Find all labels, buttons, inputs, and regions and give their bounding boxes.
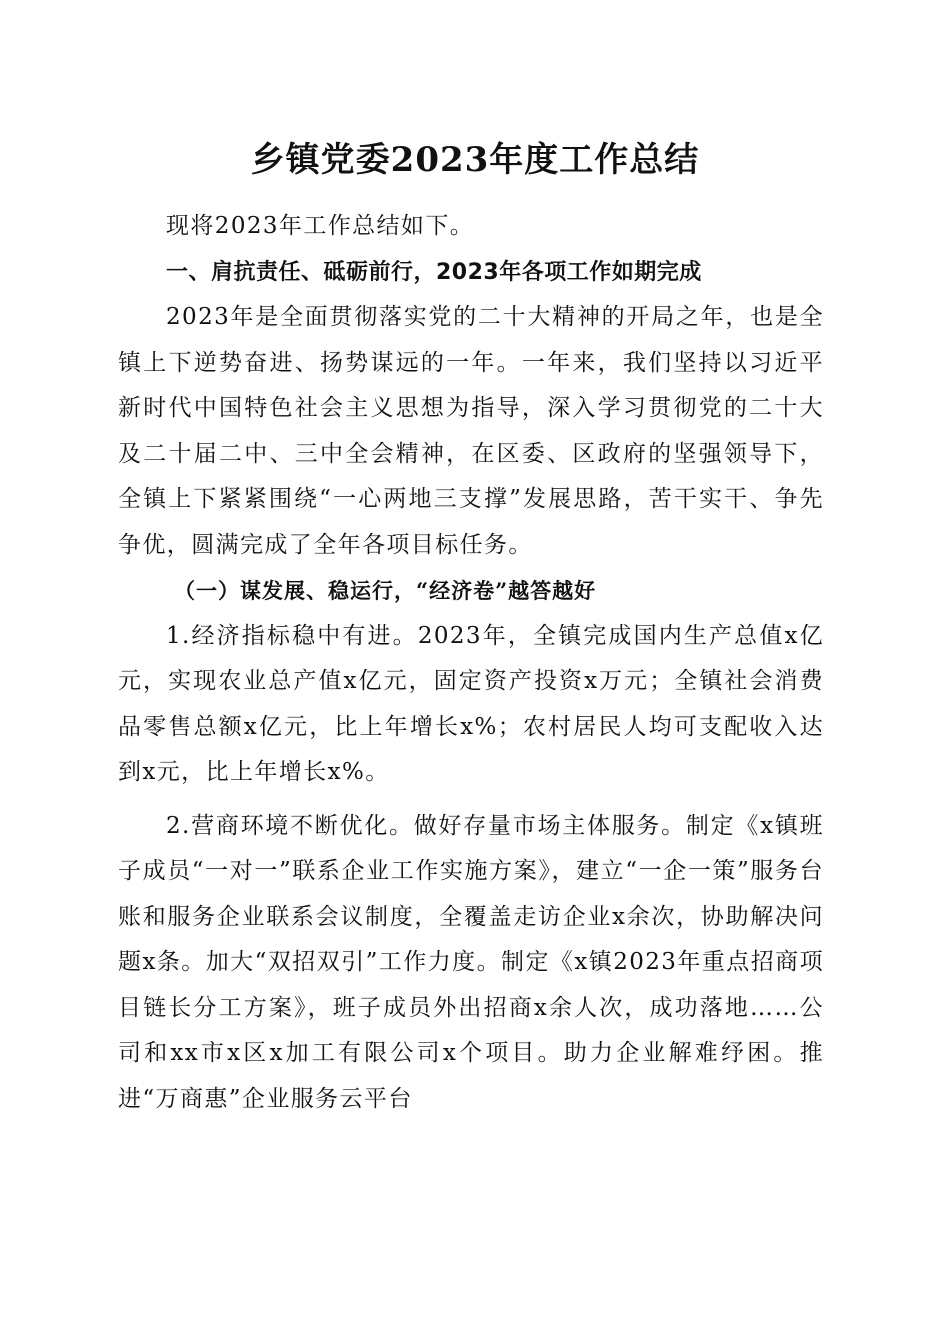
item-1-paragraph: 1.经济指标稳中有进。2023年，全镇完成国内生产总值x亿元，实现农业总产值x亿元，固定资产投资x万元；全镇社会消费品零售总额x亿元，比上年增长x%；农村居民人均可支配收入达到x元，比上年增长x%。: [118, 622, 824, 785]
item-2-paragraph: 2.营商环境不断优化。做好存量市场主体服务。制定《x镇班子成员“一对一”联系企业工作实施方案》，建立“一企一策”服务台账和服务企业联系会议制度，全覆盖走访企业x余次，协助解决问题x条。加大“双招双引”工作力度。制定《x镇2023年重点招商项目链长分工方案》，班子成员外出招商x余人次，成功落地……公司和xx市x区x加工有限公司x个项目。助力企业解难纾困。推进“万商惠”企业服务云平台: [118, 812, 824, 1112]
document-body: [118, 204, 824, 1122]
document-title: 乡镇党委2023年度工作总结: [250, 140, 700, 180]
section-1-paragraph: 2023年是全面贯彻落实党的二十大精神的开局之年，也是全镇上下逆势奋进、扬势谋远的一年。一年来，我们坚持以习近平新时代中国特色社会主义思想为指导，深入学习贯彻党的二十大及二十届二中、三中全会精神，在区委、区政府的坚强领导下，全镇上下紧紧围绕“一心两地三支撑”发展思路，苦干实干、争先争优，圆满完成了全年各项目标任务。: [118, 304, 824, 558]
intro-paragraph: 现将2023年工作总结如下。: [166, 213, 475, 239]
section-1-heading: 一、肩抗责任、砥砺前行，2023年各项工作如期完成: [166, 259, 702, 285]
subsection-1-heading: （一）谋发展、稳运行，“经济卷”越答越好: [174, 578, 597, 603]
